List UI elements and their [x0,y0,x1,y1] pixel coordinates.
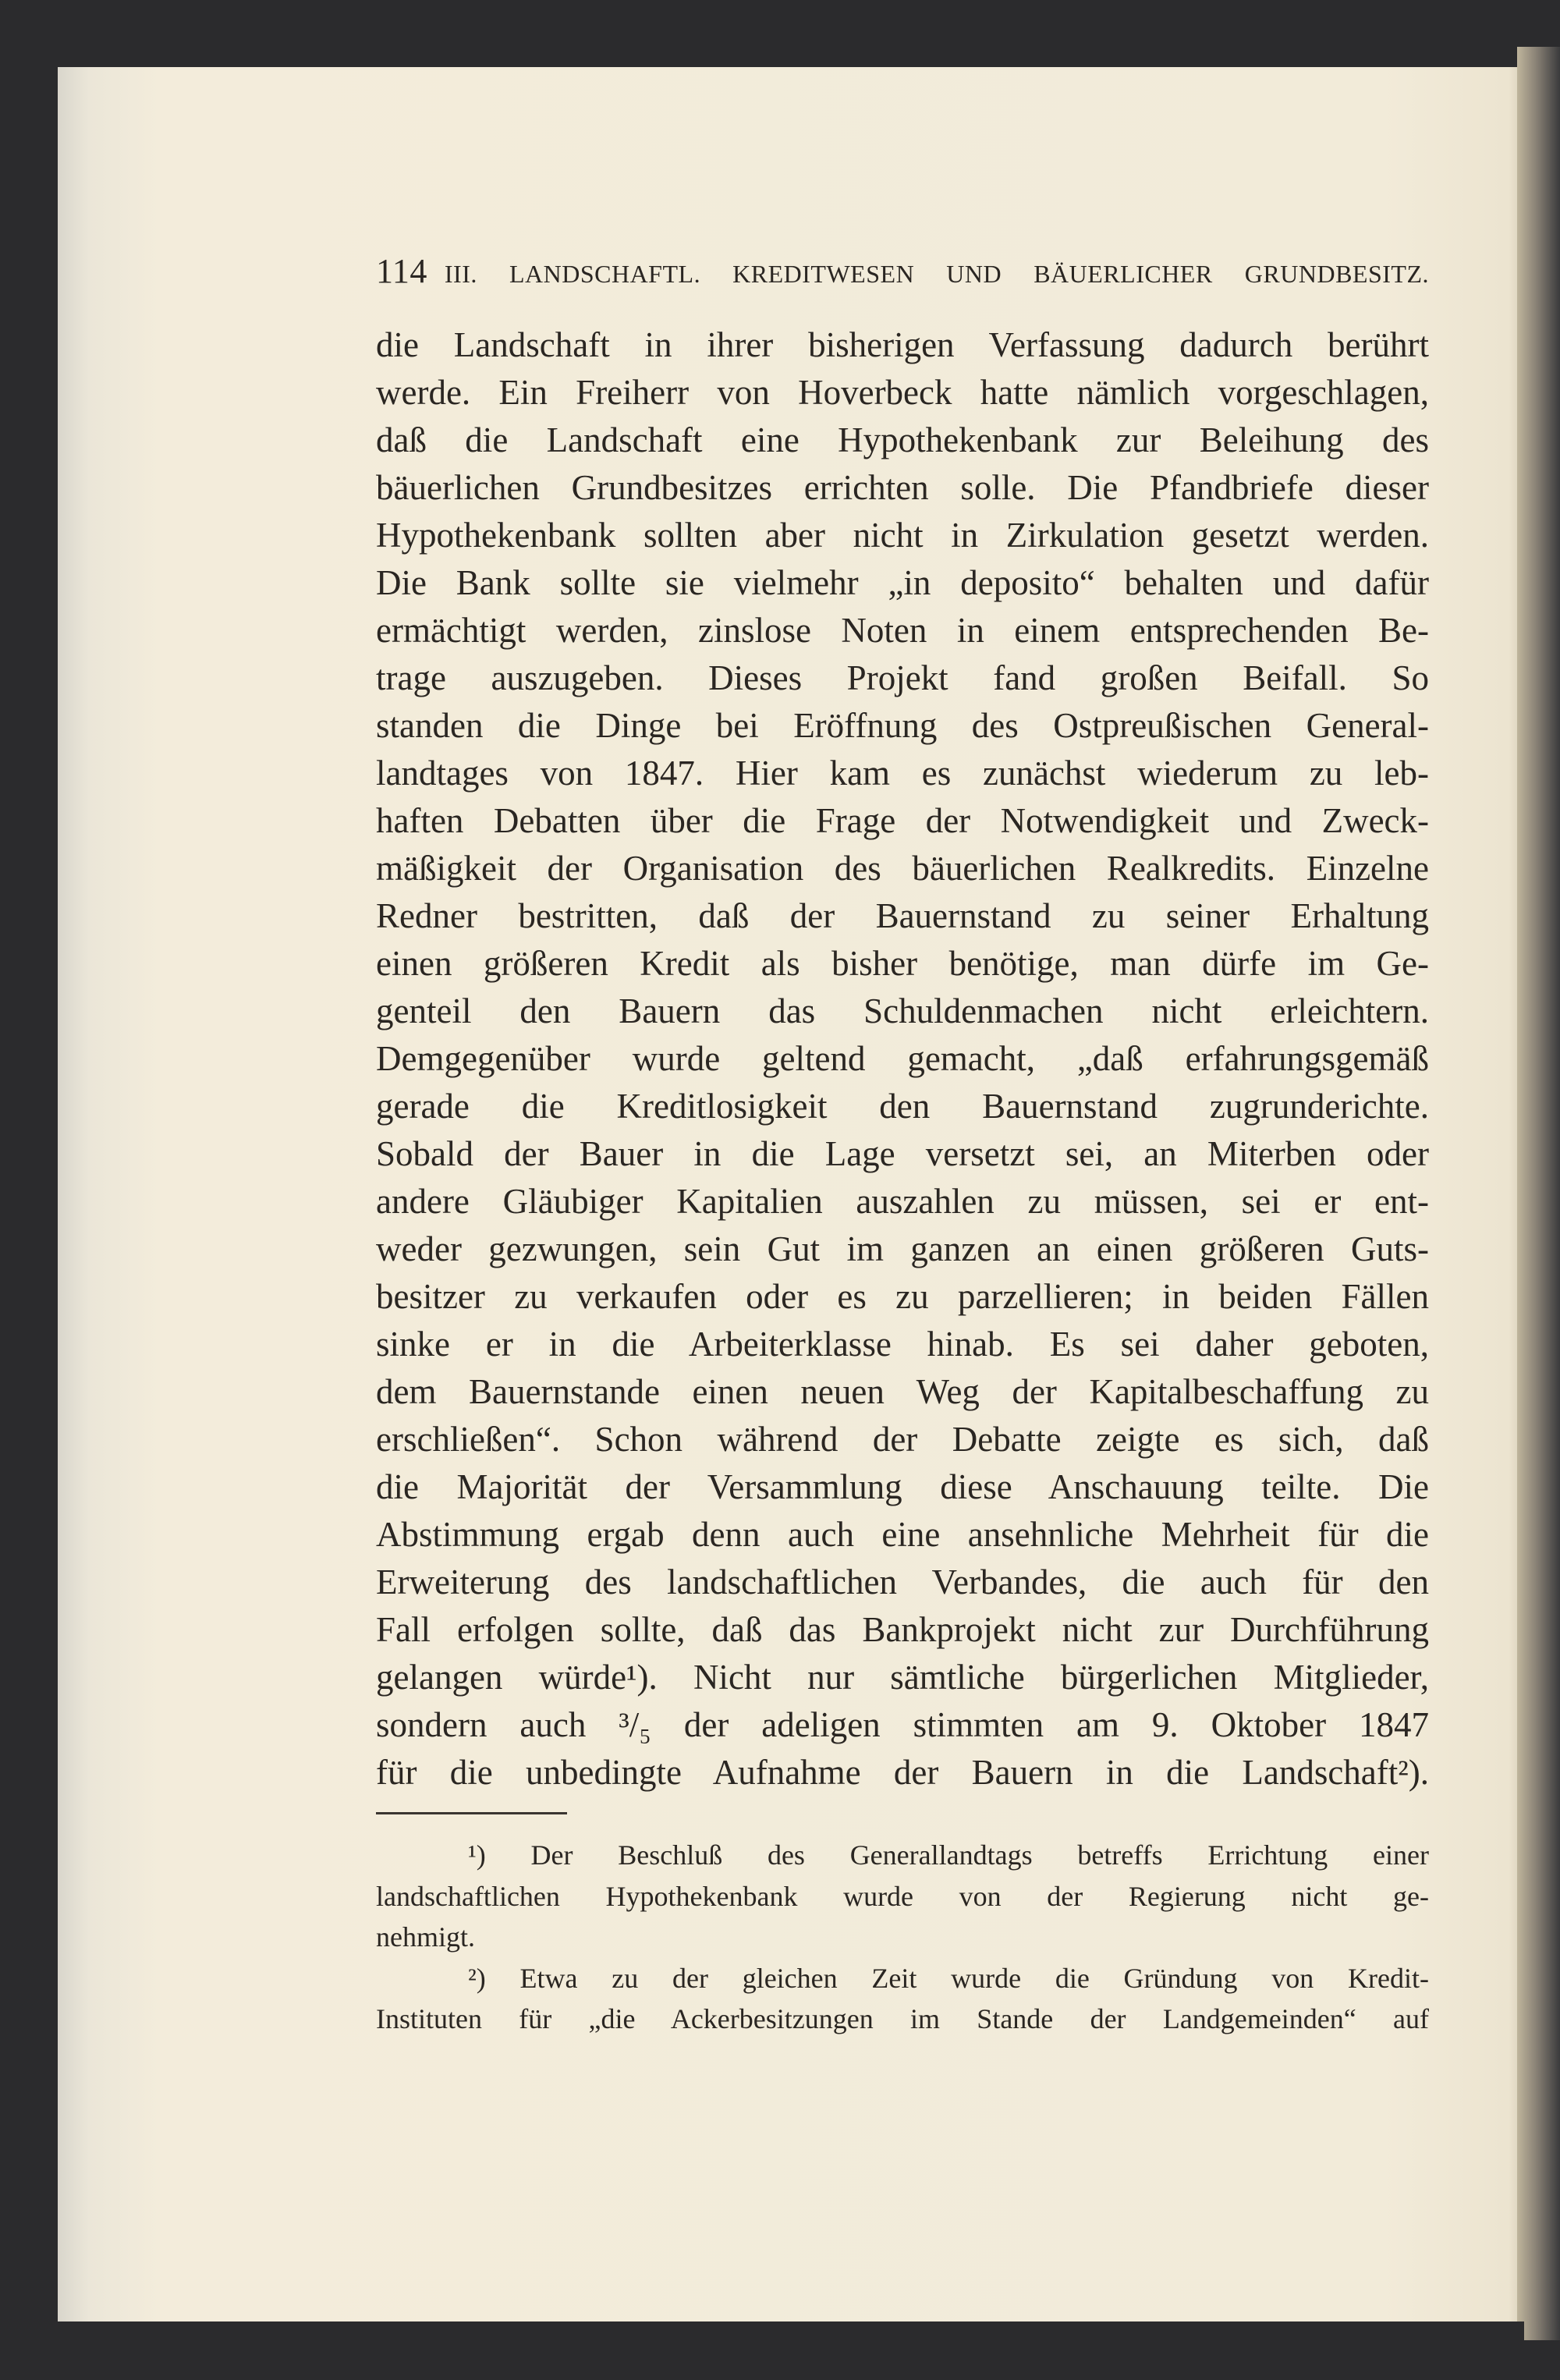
text-line: sondern auch ³/₅ der adeligen stimmten am 9. Oktober 1847 [376,1705,1429,1744]
text-line: ermächtigt werden, zinslose Noten in einem entsprechenden Be- [376,611,1429,650]
text-line: Sobald der Bauer in die Lage versetzt sei, an Miterben oder [376,1134,1429,1173]
text-line: Die Bank sollte sie vielmehr „in deposito“ behalten und dafür [376,563,1429,602]
text-line: einen größeren Kredit als bisher benötige, man dürfe im Ge- [376,944,1429,983]
text-line: gelangen würde¹). Nicht nur sämtliche bürgerlichen Mitglieder, [376,1658,1429,1697]
text-line: standen die Dinge bei Eröffnung des Ostpreußischen General- [376,706,1429,745]
page-number: 114 [376,252,427,290]
scan-background [58,2321,1524,2380]
footnotes [376,1835,1429,2040]
text-line: mäßigkeit der Organisation des bäuerlichen Realkredits. Einzelne [376,849,1429,888]
text-line: Abstimmung ergab denn auch eine ansehnliche Mehrheit für die [376,1515,1429,1554]
text-line: sinke er in die Arbeiterklasse hinab. Es sei daher geboten, [376,1325,1429,1364]
text-line: für die unbedingte Aufnahme der Bauern in die Landschaft²). [376,1753,1429,1792]
text-line: daß die Landschaft eine Hypothekenbank zur Beleihung des [376,420,1429,459]
text-line: Redner bestritten, daß der Bauernstand zu seiner Erhaltung [376,896,1429,935]
text-line: die Landschaft in ihrer bisherigen Verfassung dadurch berührt [376,325,1429,364]
text-line: gerade die Kreditlosigkeit den Bauernstand zugrunderichte. [376,1087,1429,1126]
text-line: Fall erfolgen sollte, daß das Bankprojekt nicht zur Durchführung [376,1610,1429,1649]
text-line: bäuerlichen Grundbesitzes errichten solle. Die Pfandbriefe dieser [376,468,1429,507]
body-text [376,321,1429,1797]
running-title: III. LANDSCHAFTL. KREDITWESEN UND BÄUERLICHER GRUNDBESITZ. [444,260,1429,288]
text-line: weder gezwungen, sein Gut im ganzen an einen größeren Guts- [376,1229,1429,1268]
text-line: Demgegenüber wurde geltend gemacht, „daß erfahrungsgemäß [376,1039,1429,1078]
text-line: landtages von 1847. Hier kam es zunächst wiederum zu leb- [376,754,1429,793]
running-header [376,251,1429,291]
text-line: erschließen“. Schon während der Debatte zeigte es sich, daß [376,1420,1429,1459]
text-line: dem Bauernstande einen neuen Weg der Kapitalbeschaffung zu [376,1372,1429,1411]
text-line: besitzer zu verkaufen oder es zu parzellieren; in beiden Fällen [376,1277,1429,1316]
text-line: die Majorität der Versammlung diese Anschauung teilte. Die [376,1467,1429,1506]
footnote-line: ²) Etwa zu der gleichen Zeit wurde die Gründung von Kredit- [468,1962,1429,1994]
page-edge-shadow [1517,47,1560,2340]
text-line: trage auszugeben. Dieses Projekt fand großen Beifall. So [376,658,1429,697]
text-line: werde. Ein Freiherr von Hoverbeck hatte nämlich vorgeschlagen, [376,373,1429,412]
footnote-line: nehmigt. [376,1921,475,1953]
text-line: Hypothekenbank sollten aber nicht in Zirkulation gesetzt werden. [376,516,1429,555]
text-line: Erweiterung des landschaftlichen Verbandes, die auch für den [376,1562,1429,1601]
text-line: andere Gläubiger Kapitalien auszahlen zu müssen, sei er ent- [376,1182,1429,1221]
footnote-rule [376,1812,567,1814]
footnote-line: Instituten für „die Ackerbesitzungen im Stande der Landgemeinden“ auf [376,2003,1429,2034]
text-line: genteil den Bauern das Schuldenmachen nicht erleichtern. [376,991,1429,1030]
footnote-line: ¹) Der Beschluß des Generallandtags betreffs Errichtung einer [468,1839,1429,1871]
footnote-line: landschaftlichen Hypothekenbank wurde von der Regierung nicht ge- [376,1880,1429,1912]
text-line: haften Debatten über die Frage der Notwendigkeit und Zweck- [376,801,1429,840]
